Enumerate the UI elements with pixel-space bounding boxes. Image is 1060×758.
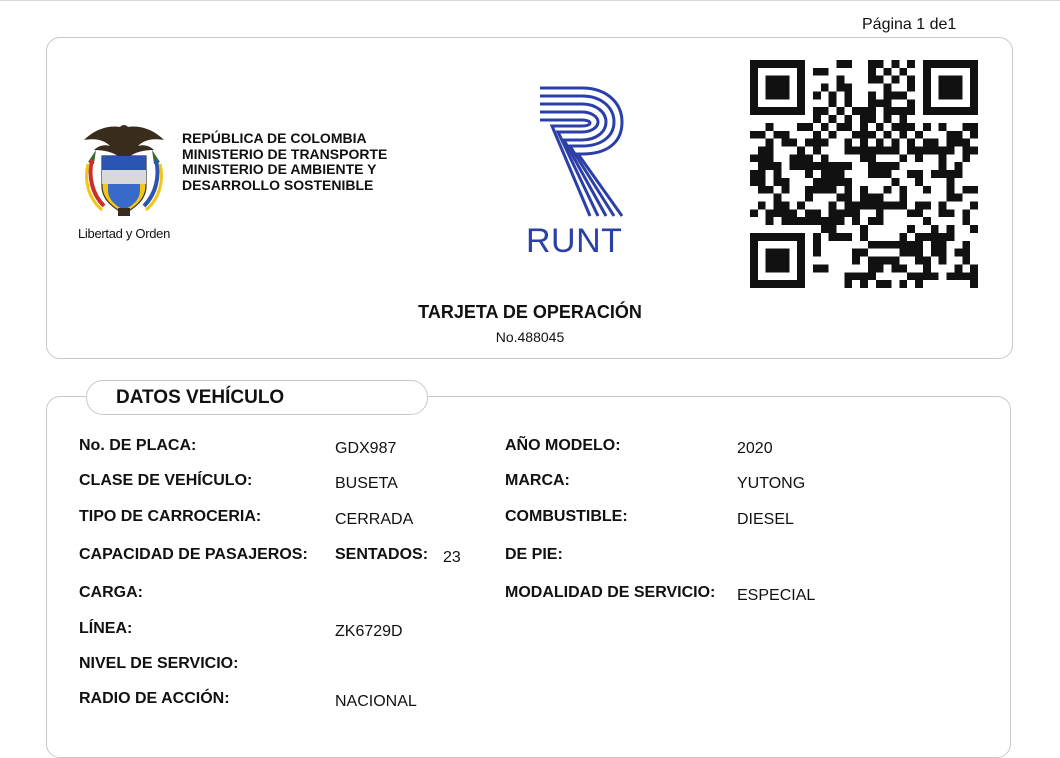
- brand-value: YUTONG: [737, 475, 806, 492]
- service-mode-value: ESPECIAL: [737, 587, 816, 604]
- section-title: DATOS VEHÍCULO: [116, 387, 285, 408]
- service-level-label: NIVEL DE SERVICIO:: [79, 655, 239, 672]
- action-radius-label: RADIO DE ACCIÓN:: [79, 690, 230, 707]
- vehicle-class-value: BUSETA: [335, 475, 398, 492]
- model-year-label: AÑO MODELO:: [505, 437, 621, 454]
- motto: Libertad y Orden: [78, 226, 171, 241]
- model-year-value: 2020: [737, 440, 773, 457]
- brand-label: MARCA:: [505, 472, 570, 489]
- body-type-label: TIPO DE CARROCERIA:: [79, 508, 262, 525]
- standing-label: DE PIE:: [505, 546, 563, 563]
- cargo-label: CARGA:: [79, 584, 143, 601]
- capacity-label: CAPACIDAD DE PASAJEROS:: [79, 546, 308, 563]
- seated-label: SENTADOS:: [335, 546, 429, 563]
- qr-code-icon: [750, 60, 978, 288]
- fuel-value: DIESEL: [737, 511, 794, 528]
- government-line: MINISTERIO DE TRANSPORTE: [182, 145, 388, 162]
- top-divider: [0, 0, 1060, 1]
- government-block: [182, 131, 387, 193]
- plate-value: GDX987: [335, 440, 397, 457]
- vehicle-class-label: CLASE DE VEHÍCULO:: [79, 472, 253, 489]
- page-indicator: Página 1 de1: [862, 16, 957, 33]
- plate-label: No. DE PLACA:: [79, 437, 197, 454]
- body-type-value: CERRADA: [335, 511, 414, 528]
- government-line: MINISTERIO DE AMBIENTE Y: [182, 161, 377, 177]
- government-line: DESARROLLO SOSTENIBLE: [182, 176, 374, 193]
- document-number: No.488045: [495, 329, 565, 345]
- runt-logo-icon: [522, 84, 634, 220]
- government-line: REPÚBLICA DE COLOMBIA: [182, 130, 367, 146]
- runt-logo-text: RUNT: [526, 222, 623, 260]
- coat-of-arms-icon: [74, 120, 174, 220]
- document-title: TARJETA DE OPERACIÓN: [418, 302, 642, 322]
- action-radius-value: NACIONAL: [335, 693, 417, 710]
- line-label: LÍNEA:: [79, 620, 133, 637]
- seated-value: 23: [443, 549, 461, 566]
- fuel-label: COMBUSTIBLE:: [505, 508, 628, 525]
- line-value: ZK6729D: [335, 623, 403, 640]
- service-mode-label: MODALIDAD DE SERVICIO:: [505, 584, 716, 601]
